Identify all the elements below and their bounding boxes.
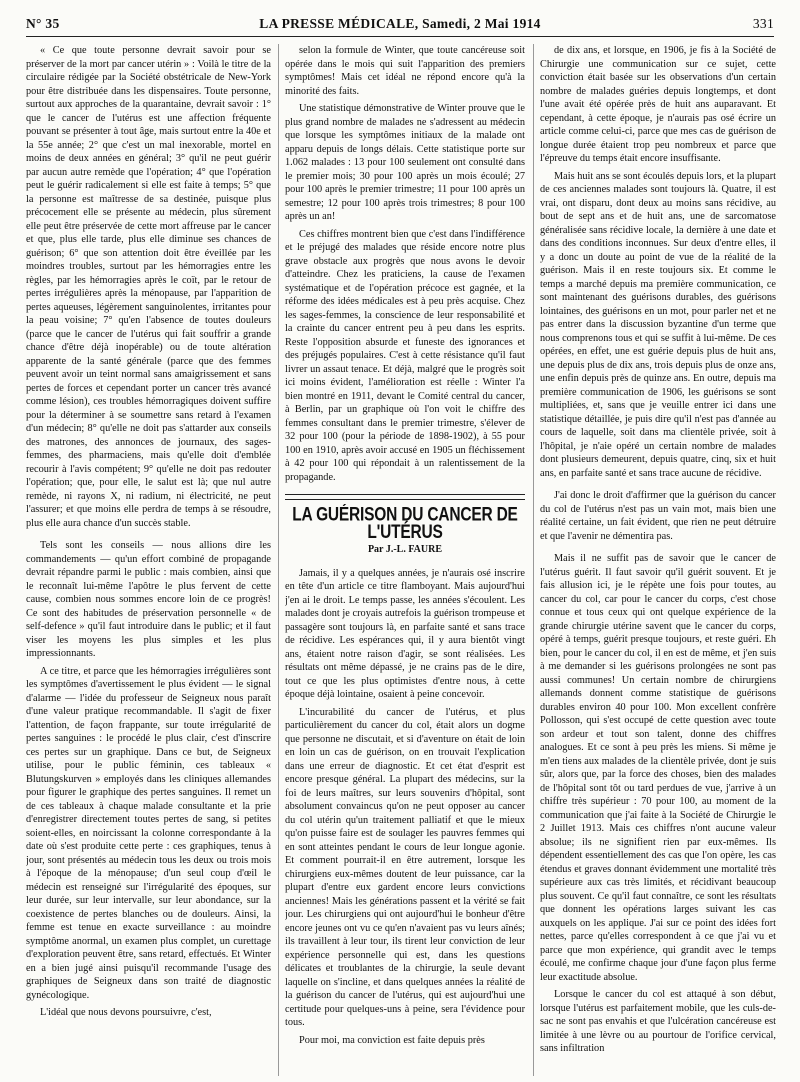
column-divider: [278, 44, 279, 1076]
article-byline: Par J.-L. FAURE: [367, 544, 443, 555]
page-number: 331: [752, 16, 774, 31]
paragraph: Une statistique démonstrative de Winter prouve que le plus grand nombre de malades ne s'adressent au médecin que lorsque les symptômes initiaux de la malade ont apparu depuis de longs délais. Cette statistique porte sur 1.062 malades : 13 pour 100 seulement ont consulté dans le premier mois; 30 pour 100 après un mois écoulé; 27 pour 100 après le premier trimestre; 11 pour 100 après un semestre; 12 pour 100 après trois trimestres; 8 pour 100 après un an!: [285, 103, 525, 222]
paragraph: Tels sont les conseils — nous allions dire les commandements — qu'un effort combiné de propagande devrait répandre parmi le public : mais combien, ainsi que le reconnaît lui-même l'apôtre le plus fervent de cette cause, combien nous sommes encore loin de ce progrès! Ce sont des habitudes de préservation personnelle « de self-defence » qu'il faut introduire dans le public; et il faut viser les moyens les plus simples et les plus impressionnants.: [26, 540, 271, 659]
paragraph: Mais il ne suffit pas de savoir que le cancer de l'utérus guérit. Il faut savoir qu'il guérit souvent. Et je fais allusion ici, je le répète une fois pour toutes, au cancer du col, car pour le cancer du corps, c'est chose connue et tous ceux qui ont quelque expérience de la grande chirurgie utérine savent que le cancer du corps, opéré à temps, guérit presque toujours, et reste guéri. Eh bien, pour le cancer du col, il en est de même, et j'en suis à me demander si les guérisons prolongées ne sont pas aussi communes! Un certain nombre de chirurgiens allemands donnent comme statistique de guérisons durables environ 40 pour 100. Mon excellent confrère Pollosson, qui s'est occupé de cette question avec toute son ardeur et tout son talent, donne des chiffres analogues. Et ce sont à peu près les miens. Si même je m'en tiens aux malades de la clientèle privée, dont je suis sûr, alors que, par la force des choses, bien des malades de l'hôpital sont tôt ou tard perdues de vue, j'arrive à un chiffre très supérieur : 70 pour 100, au moment de la communication que j'ai faite à la Société de Chirurgie le 2 Juillet 1913. Mais ces chiffres n'ont aucune valeur absolue; ils ne signifient rien par eux-mêmes. Ils dépendent essentiellement des cas que l'on opère, les cas étendus et graves donnant évidemment une mortalité très supérieure aux cas très limités, et récidivant beaucoup plus souvent. Ce qu'il faut connaître, ce sont les résultats que donnent les opérations larges suivant les cas auxquels on les applique. J'ai sur ce point des idées fort nettes, parce qu'elles correspondent à ce que j'ai vu et parce que mon expérience, qui grandit avec le temps écoulé, me confirme chaque jour d'une façon plus ferme leur exactitude absolue.: [540, 553, 776, 983]
column-divider: [533, 44, 534, 1076]
paragraph: de dix ans, et lorsque, en 1906, je fis à la Société de Chirurgie une communication sur ce sujet, cette conviction était basée sur les observations d'un certain nombre de malades guéries depuis longtemps, et dont l'une avait été opérée près de huit ans auparavant. Et cependant, à cette époque, je n'aurais pas osé écrire un article comme celui-ci, parce que mes cas de guérison de longue durée étaient trop peu nombreux et parce que l'épreuve du temps était encore insuffisante.: [540, 45, 776, 164]
column-3: [540, 44, 776, 1076]
paragraph: Lorsque le cancer du col est attaqué à son début, lorsque l'utérus est parfaitement mobile, que les culs-de-sac ne sont pas envahis et que l'ulcération cancéreuse est limitée à une lèvre ou au pourtour de l'orifice cervical, sans infiltration: [540, 989, 776, 1054]
paragraph: J'ai donc le droit d'affirmer que la guérison du cancer du col de l'utérus n'est pas un vain mot, mais bien une réalité certaine, un fait évident, que rien ne peut détruire et que l'avenir ne démentira pas.: [540, 490, 776, 542]
column-2: [285, 44, 525, 1076]
paragraph: L'incurabilité du cancer de l'utérus, et plus particulièrement du cancer du col, était alors un dogme que personne ne discutait, et si d'aventure on était de loin en loin un cas de guérison, on en trouvait l'explication dans une erreur de diagnostic. Et cet état d'esprit est encore presque général. La plupart des médecins, sur la foi de leurs maîtres, sur leurs souvenirs d'hôpital, sont absolument convaincus qu'on ne peut opposer au cancer du col utérin qu'un traitement palliatif et que le mieux qu'on puisse faire est de soulager les pauvres femmes qui en sont atteintes pendant le cours de leur longue agonie. Et comment pourrait-il en être autrement, lorsque les chirurgiens eux-mêmes doutent de leur puissance, car la plupart d'entre eux gardent encore leurs convictions anciennes! Mais les générations passent et la vérité se fait jour. Les chirurgiens qui ont aujourd'hui le bonheur d'être encore jeunes ont vu ce qu'en n'avaient pas vu leurs aînés; ils travaillent à leur tour, ils tirent leur conviction de leur expérience personnelle qui est, dans les questions délicates et troublantes de la chirurgie, la seule devant laquelle on s'incline, et dans quelques années la réalité de la guérison du cancer de l'utérus, qui est aujourd'hui une certitude pour quelques-uns à peine, sera l'évidence pour tous.: [285, 706, 525, 1028]
paragraph: A ce titre, et parce que les hémorragies irrégulières sont les symptômes d'avertissement le plus évident — le signal d'alarme — l'idée du professeur de Seigneux nous paraît d'une valeur pratique recommandable. Il s'agit de fixer l'attention, de façon frappante, sur toute irrégularité de pertes sanguines : le procédé le plus clair, c'est d'inscrire ces pertes sur un graphique. Dans ce but, de Seigneux utilise, pour le public féminin, ces tableaux « Blutungskurven » employés dans les cliniques allemandes pour figurer le graphique des pertes sanguines. Il remet un de ces tableaux à chaque malade consultante et la prie d'enregistrer directement toutes pertes de sang, si petites soient-elles, en noircissant la colonne correspondante à la date où s'est produite cette perte : ces graphiques, tenus à jour, sont présentés au médecin tous les deux ou trois mois à l'époque de la ménopause; d'un seul coup d'œil le médecin est renseigné sur l'irrégularité des époques, sur leur durée, sur leur intervalle, sur leur abondance, sur la coexistence de pertes blanches ou de douleurs. Ainsi, la femme est tenue en exacte surveillance : au moindre symptôme anormal, un examen plus complet, un curettage d'exploration peuvent être, sans retard, effectués. Et Winter en a bien jugé ainsi puisqu'il recommande l'usage des graphiques de Seigneux dans son traité de diagnostic gynécologique.: [26, 665, 271, 1001]
paragraph: Pour moi, ma conviction est faite depuis près: [299, 1034, 485, 1046]
journal-title: LA PRESSE MÉDICALE, Samedi, 2 Mai 1914: [259, 16, 541, 31]
page-header: [26, 8, 774, 34]
article-divider: [285, 499, 525, 500]
article-divider: [285, 494, 525, 495]
paragraph: « Ce que toute personne devrait savoir pour se préserver de la mort par cancer utérin » : Voilà le titre de la circulaire rédigée par la Société obstétricale de New-York pour être distribuée dans les dispensaires. Toute personne, surtout aux approches de la quarantaine, devrait savoir : 1° que le cancer de l'utérus est une affection fréquente pouvant se présenter à tout âge, mais surtout entre la 40e et la 55e année; 2° que c'est un mal inexorable, mortel en moins de deux années en général; 3° qu'il ne peut guérir par aucun autre remède que l'opération; 4° que l'opération peut le guérir radicalement si elle est faite à temps; 5° que la personne est maîtresse de sa destinée, puisque plus précocement elle se présente au médecin, plus sûrement elle peut être préservée de cette mort affreuse par le cancer et que, plus elle tarde, plus elle diminue ses chances de guérison; 6° que son attention doit être éveillée par les moindres troubles, surtout par les hémorragies entre les règles, par les hémorragies après le coït, par le retour de pertes irrégulières après la ménopause, par l'apparition de pertes aqueuses, légèrement sanguinolentes, irritantes pour la peau voisine; 7° qu'en l'absence de toutes douleurs (parce que le cancer de l'utérus qui fait souffrir a grande chance d'être déjà inopérable) ou de toute altération apparente de la santé générale (parce que des femmes peuvent avoir un teint normal sans amaigrissement et sans pertes de forces et cependant porter un cancer très avancé comme lésion), ces troubles hémorragiques doivent suffire pour la déterminer à se soumettre sans retard à l'examen d'un médecin; 8° qu'elle ne doit pas s'attarder aux conseils des matrones, des annonces de journaux, des sages-femmes, des pharmaciens, mais qu'elle doit d'emblée recourir à l'avis compétent; 9° qu'elle ne doit pas redouter l'opération; que, pour elle, le salut est là; que nul autre remède, ni rayons X, ni radium, ni électricité, ne peut l'assurer; et que moins elle perdra de temps à se résoudre, plus elle aura chance d'un succès stable.: [26, 45, 271, 529]
header-rule: [26, 36, 774, 37]
paragraph: selon la formule de Winter, que toute cancéreuse soit opérée dans le mois qui suit l'apparition des premiers symptômes! Mais cet idéal ne répond encore qu'à la minorité des faits.: [285, 45, 525, 97]
article-title: LA GUÉRISON DU CANCER DE L'UTÉRUS: [292, 504, 518, 543]
issue-number: N° 35: [26, 16, 60, 31]
paragraph: L'idéal que nous devons poursuivre, c'est,: [40, 1007, 212, 1018]
paragraph: Ces chiffres montrent bien que c'est dans l'indifférence et le préjugé des malades que réside encore notre plus grave obstacle aux progrès que nous avons le devoir d'atteindre. Chez les praticiens, la cause de l'examen systématique et de l'opération précoce est gagnée, et la réforme des idées médicales est à peu près acquise. Chez les sages-femmes, la conscience de leur responsabilité et la crainte du cancer entrent peu à peu dans les esprits. Reste l'opposition absurde et funeste des ignorances et des préjugés populaires. C'est à cette résistance qu'il faut livrer un assaut tenace. Et déjà, malgré que le progrès soit ici moins évident, l'amélioration est réelle : Winter l'a bien montré en 1911, devant le Comité central du cancer, à Berlin, par un graphique où l'on voit le chiffre des femmes consultant dans le premier trimestre, s'élever de 32 pour 100 (pour la période de 1898-1902), à 55 pour 100 en 1910, après avoir accusé en 1905 un fléchissement à 42 pour 100 qui répondait à un ralentissement de la propagande.: [285, 228, 525, 483]
column-1: [26, 44, 271, 1076]
paragraph: Mais huit ans se sont écoulés depuis lors, et la plupart de ces anciennes malades sont toujours là. Quatre, il est vrai, ont disparu, dont deux au moins sans récidive, au bout de sept ans et de huit ans, une de sarcomatose généralisée sans récidive locale, la dernière à une date et dans des conditions inconnues. Sur deux d'entre elles, il y a donc un doute au point de vue de la réalité de la guérison. Mais il en reste toujours six. Et comme le temps a marché depuis ma première communication, ce sont maintenant des guérisons durables, des guérisons lointaines, des guérisons en un mot, pour parler net et ne pas entrer dans la discussion byzantine d'un terme que nous comprenons tous et qui se suffit à lui-même. De ces opérées, en effet, une est guérie depuis plus de huit ans, une depuis plus de dix ans, trois depuis plus de onze ans, une enfin depuis près de quinze ans. En outre, depuis ma première communication de 1906, les guérisons se sont multipliées, et, sans que je veuille entrer ici dans une statistique détaillée, je puis dire qu'il n'est pas d'année au cours de laquelle, soit dans ma clientèle privée, soit à l'hôpital, je n'aie opéré un certain nombre de malades dont plusieurs demeurent, depuis quatre, cinq, six et huit ans, en parfaite santé et sans trace aucune de récidive.: [540, 170, 776, 479]
paragraph: Jamais, il y a quelques années, je n'aurais osé inscrire en tête d'un article ce titre flamboyant. Mais aujourd'hui j'en ai le droit. Le temps passe, les années s'écoulent. Les malades dont je croyais autrefois la guérison trompeuse et passagère sont toujours là, en parfaite santé et sans trace de récidive. Les espérances qui, il y aura bientôt vingt ans, étaient notre raison d'agir, se sont réalisées. Les résultats ont même dépassé, je ne crains pas de le dire, tout ce que les plus optimistes d'entre nous, à cette époque déjà lointaine, osaient à peine concevoir.: [285, 567, 525, 700]
